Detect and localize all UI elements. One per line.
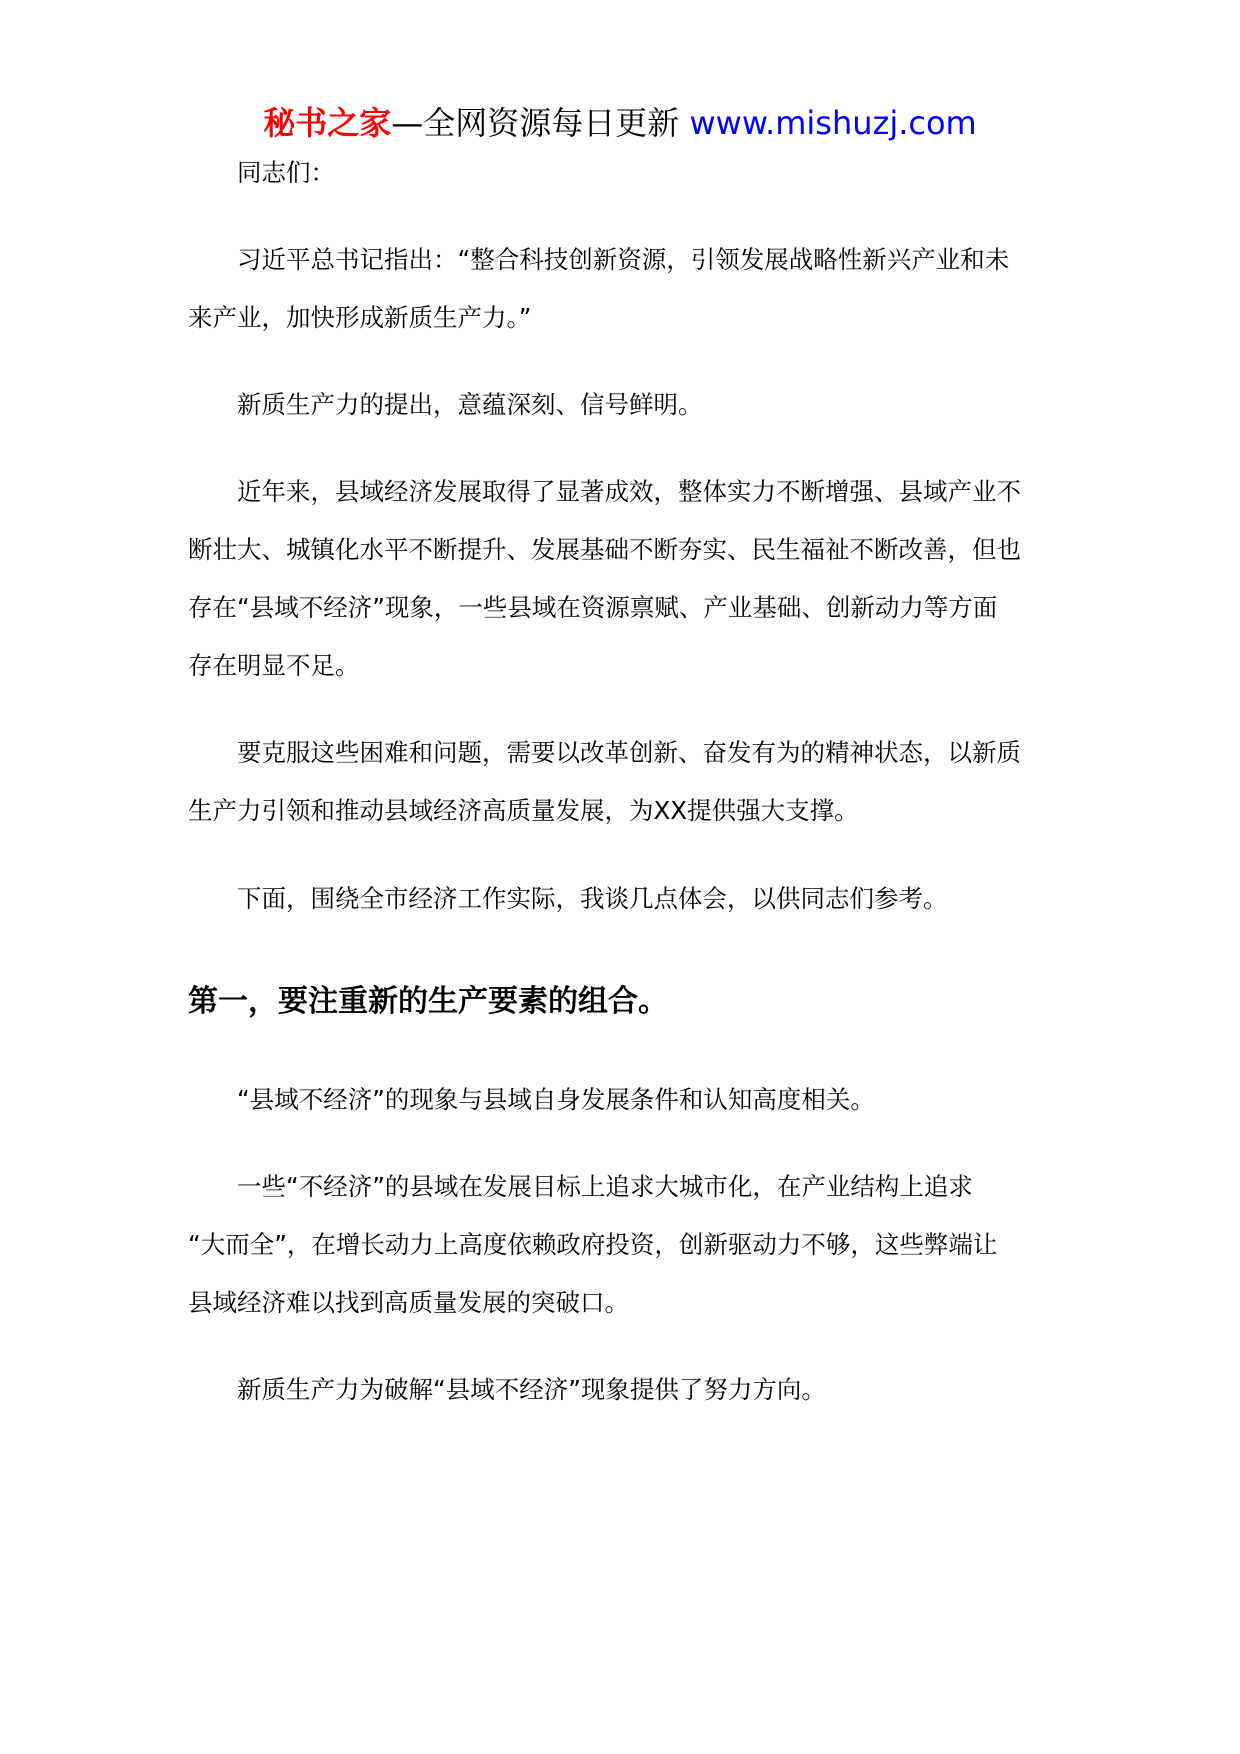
paragraph-2: 新质生产力的提出，意蕴深刻、信号鲜明。 bbox=[237, 390, 703, 419]
header-url-link[interactable]: www.mishuzj.com bbox=[689, 104, 977, 142]
paragraph-4-line-1: 要克服这些困难和问题，需要以改革创新、奋发有为的精神状态，以新质 bbox=[237, 738, 1021, 767]
paragraph-4-line-2: 生产力引领和推动县域经济高质量发展，为XX提供强大支撑。 bbox=[188, 796, 859, 825]
paragraph-5: 下面，围绕全市经济工作实际，我谈几点体会，以供同志们参考。 bbox=[237, 884, 948, 913]
salutation: 同志们： bbox=[237, 158, 335, 187]
paragraph-6: “县域不经济”的现象与县域自身发展条件和认知高度相关。 bbox=[237, 1085, 875, 1114]
section-heading-1: 第一，要注重新的生产要素的组合。 bbox=[188, 984, 668, 1019]
header-slogan: —全网资源每日更新 bbox=[391, 104, 690, 142]
paragraph-7-line-1: 一些“不经济”的县域在发展目标上追求大城市化，在产业结构上追求 bbox=[237, 1172, 973, 1201]
paragraph-3-line-2: 断壮大、城镇化水平不断提升、发展基础不断夯实、民生福祉不断改善，但也 bbox=[188, 535, 1021, 564]
paragraph-8: 新质生产力为破解“县域不经济”现象提供了努力方向。 bbox=[237, 1375, 826, 1404]
paragraph-3-line-1: 近年来，县域经济发展取得了显著成效，整体实力不断增强、县域产业不 bbox=[237, 477, 1021, 506]
paragraph-1-line-1: 习近平总书记指出：“整合科技创新资源，引领发展战略性新兴产业和未 bbox=[237, 245, 1010, 274]
paragraph-7-line-3: 县域经济难以找到高质量发展的突破口。 bbox=[188, 1288, 629, 1317]
paragraph-7-line-2: “大而全”，在增长动力上高度依赖政府投资，创新驱动力不够，这些弊端让 bbox=[188, 1230, 998, 1259]
paragraph-1-line-2: 来产业，加快形成新质生产力。” bbox=[188, 303, 532, 332]
brand-name: 秘书之家 bbox=[263, 104, 392, 142]
paragraph-3-line-4: 存在明显不足。 bbox=[188, 651, 360, 680]
paragraph-3-line-3: 存在“县域不经济”现象，一些县域在资源禀赋、产业基础、创新动力等方面 bbox=[188, 593, 998, 622]
